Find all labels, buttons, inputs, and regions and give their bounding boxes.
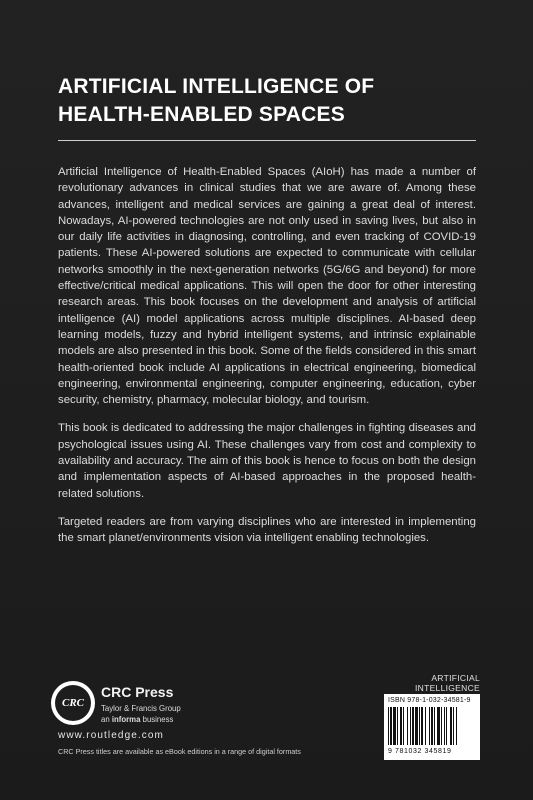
publisher-business (101, 715, 173, 724)
blurb-paragraph-2: This book is dedicated to addressing the major challenges in fighting diseases and psychological issues using AI. These challenges vary from cost and complexity to availability and accuracy. The aim of this book is hence to focus on both the design and implementation aspects of AI-based approaches in the proposed health-related solutions. (58, 422, 476, 500)
book-title-line-1: ARTIFICIAL INTELLIGENCE OF (58, 75, 375, 98)
business-prefix: an (101, 715, 112, 724)
business-suffix: business (140, 715, 174, 724)
subject-category: ARTIFICIAL INTELLIGENCE (414, 673, 480, 693)
publisher-group: Taylor & Francis Group (101, 704, 181, 713)
isbn-label: ISBN 978-1-032-34581-9 (388, 697, 471, 704)
business-informa: informa (111, 715, 141, 724)
blurb-paragraph-1: Artificial Intelligence of Health-Enabled Spaces (AIoH) has made a number of revolutionary advances in clinical studies that we are aware of. Among these advances, intelligent and medical services are gaining a great deal of interest. Nowadays, AI-powered technologies are not only used in saving lives, but also in our daily life activities in diagnosing, controlling, and even tracking of COVID-19 patients. These AI-powered solutions are expected to communicate with cellular networks smoothly in the next-generation networks (5G/6G and beyond) for more effective/critical medical applications. This will open the door for other interesting research areas. This book focuses on the development and analysis of artificial intelligence (AI) model applications across multiple disciplines. AI-based deep learning models, fuzzy and hybrid intelligent systems, and intrinsic explainable models are also presented in this book. Some of the fields considered in this smart health-oriented book include AI applications in electrical engineering, biomedical engineering, environmental engineering, computer engineering, education, cyber security, chemistry, pharmacy, molecular biology, and tourism. (58, 166, 476, 407)
crc-press-logo (51, 681, 95, 725)
title-divider (58, 140, 476, 141)
book-title (58, 73, 498, 129)
blurb (58, 164, 476, 559)
book-title-line-2: HEALTH-ENABLED SPACES (58, 103, 345, 126)
blurb-paragraph-3: Targeted readers are from varying disciplines who are interested in implementing the smart planet/environments vision via intelligent enabling technologies. (58, 515, 476, 545)
barcode-icon (388, 707, 476, 745)
ebook-footnote: CRC Press titles are available as eBook editions in a range of digital formats (58, 747, 301, 756)
crc-logo-text: CRC (55, 685, 91, 721)
isbn-digits: 9 781032 345819 (388, 748, 452, 755)
publisher-name: CRC Press (101, 684, 174, 700)
publisher-url: www.routledge.com (58, 730, 164, 741)
isbn-barcode-box (384, 694, 480, 760)
